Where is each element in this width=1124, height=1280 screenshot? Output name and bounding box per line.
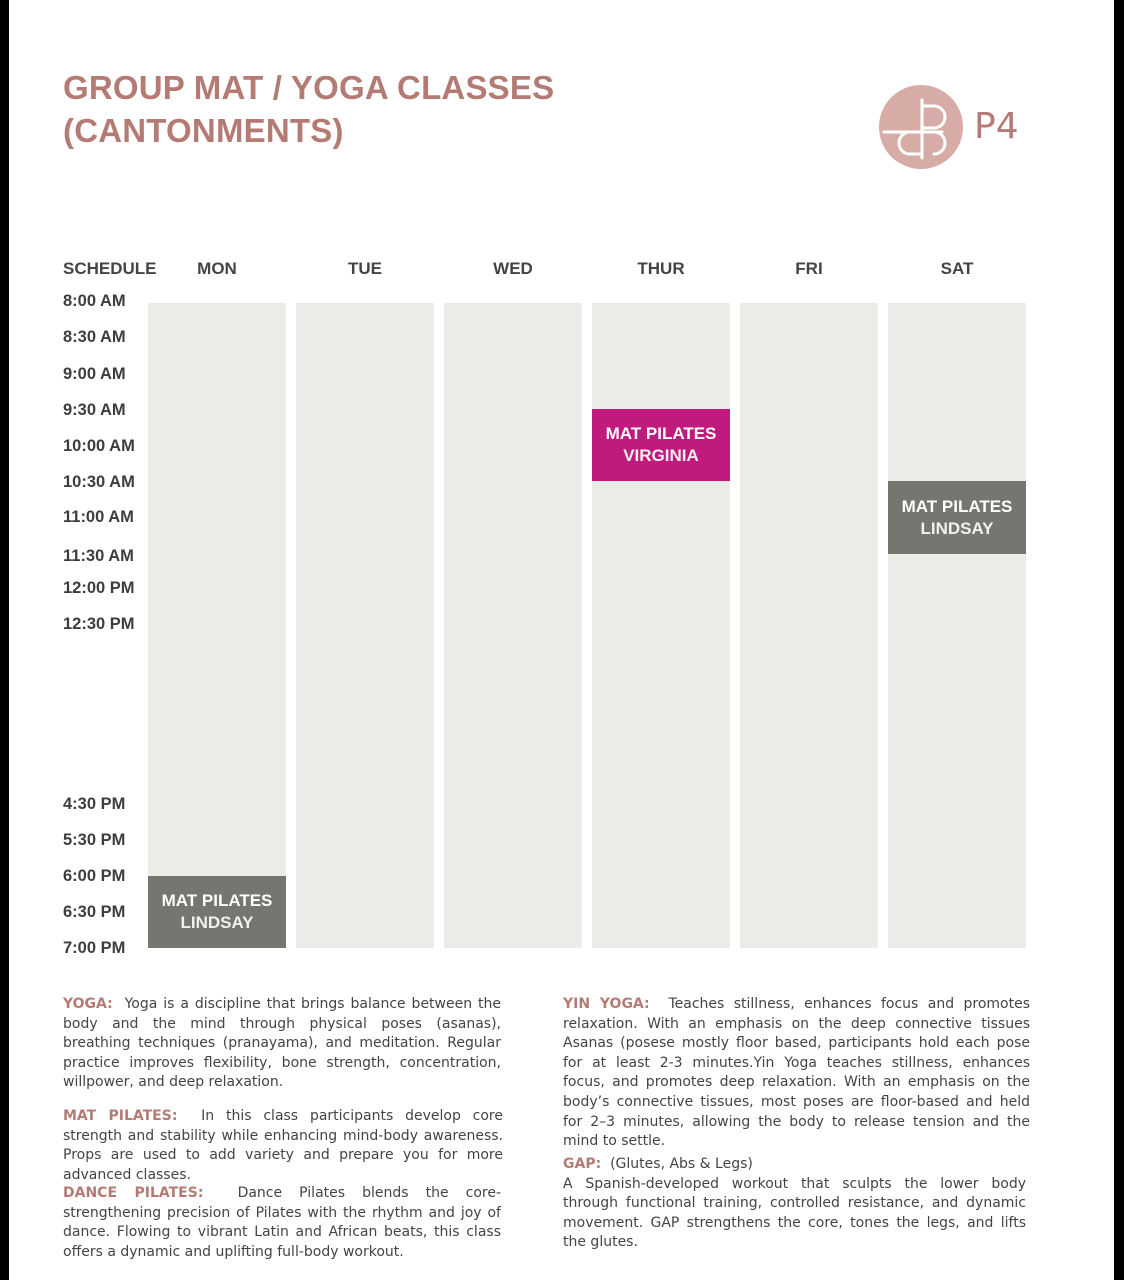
description-subtitle: (Glutes, Abs & Legs) — [610, 1156, 753, 1172]
title-line-1: GROUP MAT / YOGA CLASSES — [63, 69, 555, 106]
description-yoga — [63, 995, 501, 1093]
page-title — [63, 66, 663, 152]
time-label: 9:30 AM — [63, 401, 126, 419]
title-line-2: (CANTONMENTS) — [63, 112, 344, 149]
day-column-tue — [296, 303, 434, 948]
day-header-thur: THUR — [637, 259, 685, 278]
class-instructor: VIRGINIA — [623, 446, 699, 465]
description-gap — [563, 1155, 1026, 1253]
schedule-page — [9, 0, 1114, 1280]
description-dance-pilates — [63, 1184, 501, 1262]
description-label: DANCE PILATES: — [63, 1185, 204, 1201]
time-label: 5:30 PM — [63, 831, 126, 849]
p4-circle-logo-icon — [878, 84, 966, 172]
time-label: 6:00 PM — [63, 867, 126, 885]
time-label: 11:30 AM — [63, 547, 134, 565]
class-name: MAT PILATES — [605, 424, 717, 443]
class-block-thur-mat-pilates[interactable] — [592, 409, 730, 481]
time-label: 10:00 AM — [63, 437, 135, 455]
time-label: 8:30 AM — [63, 328, 126, 346]
class-instructor: LINDSAY — [180, 913, 254, 932]
day-header-fri: FRI — [795, 259, 823, 278]
day-column-sat — [888, 303, 1026, 948]
description-text: A Spanish-developed workout that sculpts the lower body through functional training, controlled resistance, and dynamic movement. GAP strengthens the core, tones the legs, and lifts the glutes. — [563, 1175, 1026, 1251]
description-text: In this class participants develop core strength and stability while enhancing mind-body awareness. Props are used to add variety and prepare you for more advanced classes. — [63, 1108, 503, 1183]
logo-text: P4 — [974, 106, 1019, 147]
day-column-wed — [444, 303, 582, 948]
day-header-wed: WED — [493, 259, 533, 278]
description-text: Dance Pilates blends the core-strengthening precision of Pilates with the rhythm and joy of dance. Flowing to vibrant Latin and African beats, this class offers a dynamic and uplifting full-body workout. — [63, 1185, 502, 1260]
description-text: Yoga is a discipline that brings balance between the body and the mind through physical poses (asanas), breathing techniques (pranayama), and meditation. Regular practice improves flexibility, bone strength, concentration, willpower, and deep relaxation. — [63, 996, 502, 1091]
time-label: 11:00 AM — [63, 508, 134, 526]
class-block-sat-mat-pilates[interactable] — [888, 481, 1026, 554]
time-label: 8:00 AM — [63, 292, 126, 310]
day-header-sat: SAT — [940, 259, 974, 278]
day-header-tue: TUE — [348, 259, 382, 278]
day-header-mon: MON — [197, 259, 237, 278]
description-mat-pilates — [63, 1107, 503, 1185]
description-label: YIN YOGA: — [563, 996, 650, 1012]
time-label: 4:30 PM — [63, 795, 126, 813]
description-label: YOGA: — [63, 996, 113, 1012]
description-yin-yoga — [563, 995, 1030, 1152]
description-label: MAT PILATES: — [63, 1108, 178, 1124]
schedule-header: SCHEDULE — [63, 259, 157, 278]
time-label: 12:00 PM — [63, 579, 135, 597]
description-text: Teaches stillness, enhances focus and promotes relaxation. With an emphasis on the deep connective tissues Asanas (posese mostly floor based, participants hold each pose for at least 2-3 minutes.Yin Yoga teaches stillness, enhances focus, and promotes deep relaxation. With an emphasis on the body’s connective tissues, most poses are floor-based and held for 2–3 minutes, allowing the body to release tension and the mind to settle. — [563, 996, 1031, 1150]
class-name: MAT PILATES — [161, 891, 273, 910]
time-label: 12:30 PM — [63, 615, 135, 633]
day-column-mon — [148, 303, 286, 948]
class-instructor: LINDSAY — [920, 518, 994, 538]
p4-logo — [878, 84, 1038, 172]
time-label: 7:00 PM — [63, 939, 126, 957]
time-label: 10:30 AM — [63, 473, 135, 491]
class-block-mon-mat-pilates[interactable] — [148, 876, 286, 948]
time-label: 9:00 AM — [63, 365, 126, 383]
day-column-fri — [740, 303, 878, 948]
class-name: MAT PILATES — [901, 496, 1013, 516]
description-label: GAP: — [563, 1156, 602, 1172]
time-label: 6:30 PM — [63, 903, 126, 921]
day-column-thur — [592, 303, 730, 948]
